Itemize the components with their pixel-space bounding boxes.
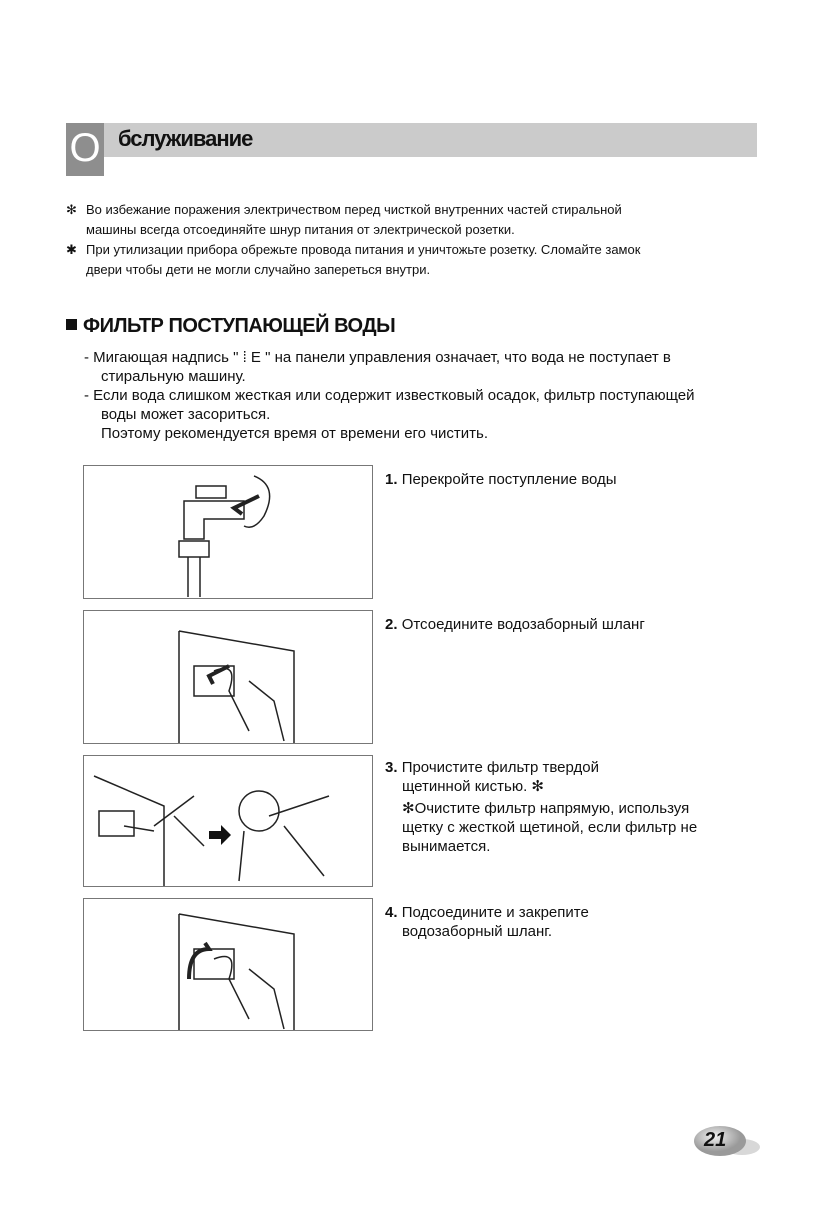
header-letter: О [69, 126, 101, 170]
step-text: Прочистите фильтр твердой щетинной кистью. ✻ [401, 759, 599, 795]
step-note: ✻Очистите фильтр напрямую, используя щетку с жесткой щетиной, если фильтр не вынимается. [402, 800, 698, 855]
step-4 [385, 903, 635, 941]
safety-note [66, 240, 766, 280]
note-text: Во избежание поражения электричеством перед чисткой внутренних частей стиральной [86, 202, 622, 217]
note-text: двери чтобы дети не могли случайно запереться внутри. [86, 262, 431, 277]
asterisk-icon: ✱ [66, 242, 77, 257]
page-number-badge [690, 1125, 760, 1159]
bullet-item: - Мигающая надпись " ⁞ Ε " на панели управления означает, что вода не поступает в стиральную машину. [84, 349, 671, 385]
step-number: 4. [385, 904, 398, 921]
illustration-reattach-hose [83, 898, 373, 1031]
step-text: Перекройте поступление воды [401, 471, 617, 488]
bullet-item: Поэтому рекомендуется время от времени его чистить. [101, 425, 488, 442]
step-text: Подсоедините и закрепите водозаборный шланг. [401, 904, 589, 940]
bullet-item: - Если вода слишком жесткая или содержит известковый осадок, фильтр поступающей воды может засориться. [84, 387, 695, 423]
safety-note [66, 200, 766, 240]
asterisk-icon: ✻ [66, 202, 77, 217]
illustration-tap [83, 465, 373, 599]
hose-attach-icon [84, 899, 372, 1030]
water-tap-icon [84, 466, 372, 598]
step-number: 3. [385, 759, 398, 776]
illustration-clean-filter [83, 755, 373, 887]
step-2 [385, 615, 745, 634]
note-text: При утилизации прибора обрежьте провода питания и уничтожьте розетку. Сломайте замок [86, 242, 641, 257]
step-1 [385, 470, 745, 489]
bullet-list [84, 348, 724, 443]
hose-detach-icon [84, 611, 372, 743]
page-title: бслуживание [118, 126, 253, 151]
section-title: ФИЛЬТР ПОСТУПАЮЩЕЙ ВОДЫ [83, 315, 396, 337]
step-number: 2. [385, 616, 398, 633]
step-text: Отсоедините водозаборный шланг [401, 616, 645, 633]
step-number: 1. [385, 471, 398, 488]
illustration-detach-hose [83, 610, 373, 744]
square-bullet-icon [66, 319, 77, 330]
note-text: машины всегда отсоединяйте шнур питания от электрической розетки. [86, 222, 515, 237]
step-3 [385, 758, 698, 856]
brush-filter-icon [84, 756, 372, 886]
page-number: 21 [704, 1129, 727, 1151]
section-heading [66, 315, 395, 338]
